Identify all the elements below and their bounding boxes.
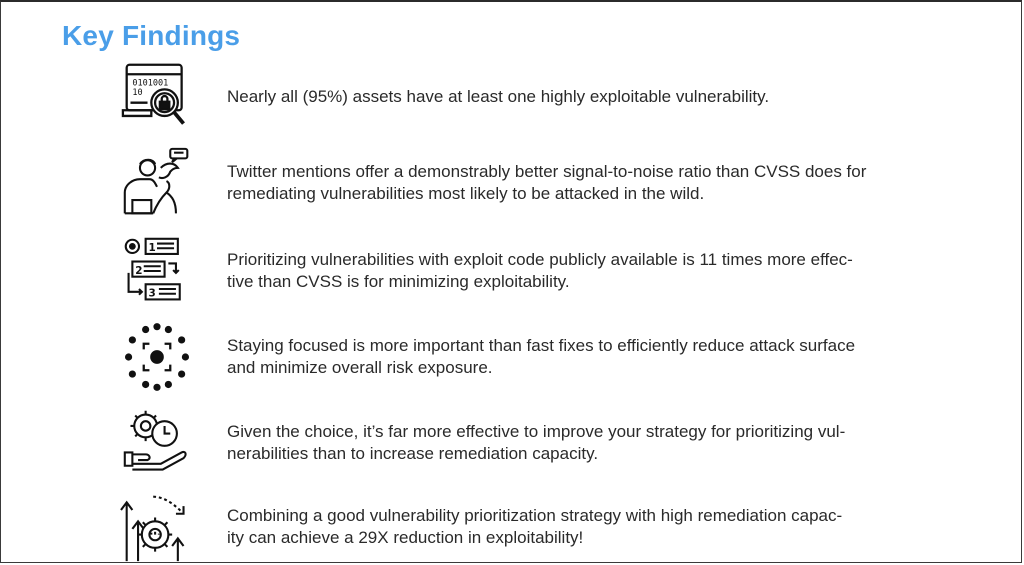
finding-item [115, 490, 975, 564]
focus-target-icon [115, 320, 199, 394]
svg-text:10: 10 [132, 88, 143, 99]
finding-text: Nearly all (95%) assets have at least one highly exploitable vulnerability. [227, 87, 770, 106]
priority-list-icon [115, 234, 199, 308]
finding-item [115, 406, 975, 480]
time-management-icon [115, 406, 199, 480]
security-audit-icon [115, 60, 199, 134]
finding-item [115, 60, 975, 134]
finding-text: Twitter mentions offer a demonstrably better signal-to-noise ratio than CVSS does for remediating vulnerabilities most likely to be attacked in the wild. [227, 162, 867, 203]
svg-text:1: 1 [148, 242, 156, 255]
finding-item [115, 320, 975, 394]
finding-text: Staying focused is more important than fast fixes to efficiently reduce attack surface and minimize overall risk exposure. [227, 336, 856, 377]
finding-item [115, 146, 975, 220]
page-title: Key Findings [62, 20, 241, 51]
finding-text: Given the choice, it’s far more effective to improve your strategy for prioritizing vul- nerabilities than to increase remediation capacity. [227, 422, 846, 463]
svg-text:0101001: 0101001 [132, 78, 169, 89]
growth-gear-icon [115, 490, 199, 564]
twitter-person-icon [115, 146, 199, 220]
svg-text:2: 2 [135, 264, 143, 277]
finding-text: Combining a good vulnerability prioritization strategy with high remediation capac- ity can achieve a 29X reduction in exploitability! [227, 506, 843, 547]
finding-item [115, 234, 975, 308]
finding-text: Prioritizing vulnerabilities with exploit code publicly available is 11 times more effec- tive than CVSS is for minimizing exploitability. [227, 250, 853, 291]
svg-text:3: 3 [148, 287, 156, 300]
